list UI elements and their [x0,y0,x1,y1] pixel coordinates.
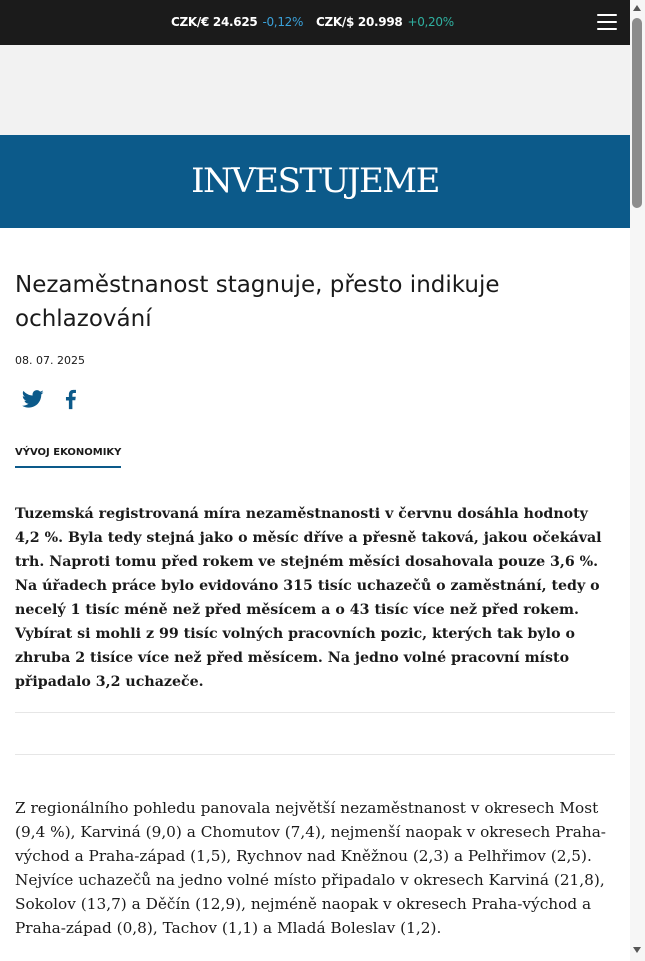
category-tag[interactable]: VÝVOJ EKONOMIKY [15,447,121,468]
site-logo[interactable]: INVESTUJEME [191,161,439,201]
article-title: Nezaměstnanost stagnuje, přesto indikuje ochlazování [15,272,500,332]
ticker-usd[interactable] [316,15,454,29]
ticker-eur-change: -0,12% [262,15,304,29]
ticker-eur[interactable] [171,15,303,29]
ad-placeholder [0,45,630,135]
ticker-usd-rate: CZK/$ 20.998 [316,15,403,29]
currency-ticker-bar [0,0,630,45]
menu-line [597,14,617,16]
menu-line [597,21,617,23]
article-lead: Tuzemská registrovaná míra nezaměstnanosti v červnu dosáhla hodnoty 4,2 %. Byla tedy stejná jako o měsíc dříve a přesně taková, jakou očekával trh. Naproti tomu před rokem ve stejném měsíci dosahovala pouze 3,6 %. Na úřadech práce bylo evidováno 315 tisíc uchazečů o zaměstnání, tedy o necelý 1 tisíc méně než před měsícem a o 43 tisíc více než před rokem. Vybírat si mohli z 99 tisíc volných pracovních pozic, kterých tak bylo o zhruba 2 tisíce více než před měsícem. Na jedno volné pracovní místo připadalo 3,2 uchazeče. [15,506,602,690]
article-paragraph: Z regionálního pohledu panovala největší nezaměstnanost v okresech Most (9,4 %), Karviná (9,0) a Chomutov (7,4), nejmenší naopak v okresech Praha-východ a Praha-západ (1,5), Rychnov nad Kněžnou (2,3) a Pelhřimov (2,5). Nejvíce uchazečů na jedno volné místo připadalo v okresech Karviná (21,8), Sokolov (13,7) a Děčín (12,9), nejméně naopak v okresech Praha-východ a Praha-západ (0,8), Tachov (1,1) a Mladá Boleslav (1,2). [15,799,606,937]
brand-header [0,135,630,228]
twitter-icon[interactable] [22,388,44,410]
divider [15,712,615,713]
ticker-eur-rate: CZK/€ 24.625 [171,15,258,29]
facebook-icon[interactable] [60,388,82,410]
menu-line [597,28,617,30]
scroll-thumb[interactable] [632,18,642,208]
ticker-usd-change: +0,20% [407,15,454,29]
hamburger-menu-icon[interactable] [597,14,617,31]
scroll-up-arrow-icon[interactable] [633,5,641,11]
vertical-scrollbar[interactable] [630,0,645,961]
scroll-down-arrow-icon[interactable] [633,947,641,953]
article-date: 08. 07. 2025 [15,354,85,367]
divider [15,754,615,755]
